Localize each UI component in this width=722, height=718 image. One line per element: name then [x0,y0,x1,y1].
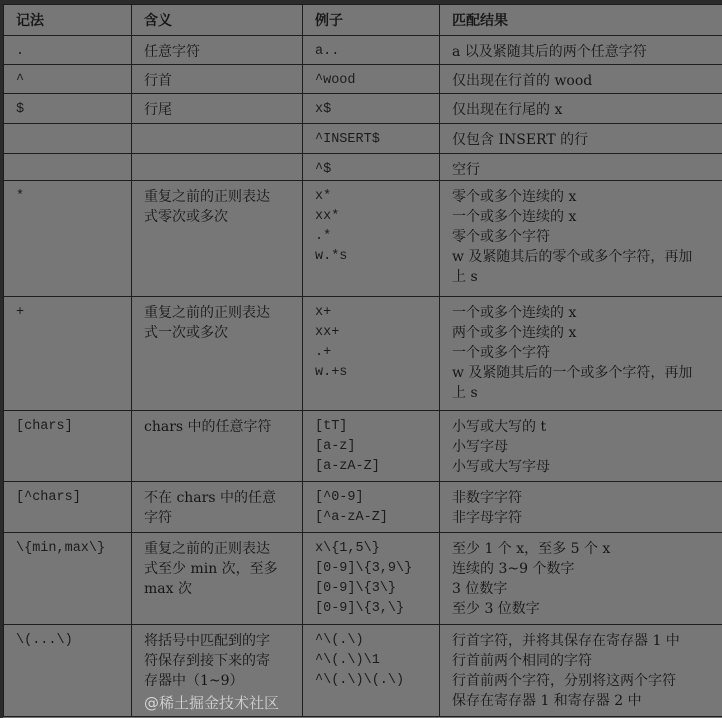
result-cell [440,36,722,65]
result-cell-line: 两个或多个连续的 x [452,325,577,341]
example-cell-line: x$ [315,102,332,117]
example-cell-line: x+ [315,305,332,320]
meaning-cell [132,181,303,297]
notation-cell [4,36,132,65]
result-cell [440,65,722,94]
result-cell-line: 3 位数字 [452,581,508,597]
meaning-cell-line: 行首 [144,73,172,89]
result-cell [440,411,722,482]
example-cell [303,65,440,94]
table-row [4,411,722,482]
table-row [4,482,722,533]
table-row [4,36,722,65]
header-row [4,5,722,36]
example-cell-line: a.. [315,44,340,59]
result-cell-line: 行首前两个相同的字符 [452,653,592,669]
table-row [4,154,722,181]
meaning-cell [132,94,303,124]
example-cell-line: [a-zA-Z] [315,459,380,474]
notation-cell [4,411,132,482]
example-cell [303,94,440,124]
meaning-cell [132,482,303,533]
regex-table-sheet [3,4,722,718]
result-cell-line: 小写或大写字母 [452,459,550,475]
example-cell-line: ^wood [315,73,356,88]
example-cell-line: [a-z] [315,439,356,454]
result-cell-line: 一个或多个字符 [452,345,550,361]
meaning-cell-line: 重复之前的正则表达 [144,305,270,321]
result-cell-line: 行首前两个字符，分别将这两个字符 [452,673,676,689]
meaning-cell [132,65,303,94]
meaning-cell-line: 重复之前的正则表达 [144,189,270,205]
example-cell [303,411,440,482]
meaning-cell [132,411,303,482]
notation-cell-line: \{min,max\} [16,541,106,556]
example-cell [303,625,440,717]
header-result: 匹配结果 [440,5,722,36]
table-row [4,533,722,625]
meaning-cell-line: 式零次或多次 [144,209,228,225]
example-cell [303,154,440,181]
example-cell-line: .* [315,229,332,244]
table-row [4,94,722,124]
result-cell [440,533,722,625]
notation-cell-line: [chars] [16,419,73,434]
result-cell-line: 小写字母 [452,439,508,455]
example-cell-line: [^0-9] [315,490,364,505]
header-example: 例子 [303,5,440,36]
notation-cell [4,94,132,124]
notation-cell-line: $ [16,102,25,117]
example-cell-line: xx* [315,209,340,224]
result-cell-line: 一个或多个连续的 x [452,305,577,321]
result-cell-line: 零个或多个字符 [452,229,550,245]
result-cell-line: 上 s [452,269,478,285]
result-cell [440,94,722,124]
meaning-cell-line: 重复之前的正则表达 [144,541,270,557]
notation-cell [4,65,132,94]
result-cell-line: a 以及紧随其后的两个任意字符 [452,44,647,60]
table-row [4,297,722,411]
meaning-cell-line: 符保存到接下来的寄 [144,653,270,669]
example-cell-line: xx+ [315,325,340,340]
example-cell-line: [tT] [315,419,348,434]
example-cell [303,482,440,533]
meaning-cell-line: max 次 [144,581,192,597]
notation-cell [4,625,132,717]
example-cell-line: x\{1,5\} [315,541,380,556]
result-cell-line: 一个或多个连续的 x [452,209,577,225]
notation-cell [4,124,132,154]
notation-cell-line: \(...\) [16,633,73,648]
table-row [4,625,722,717]
result-cell [440,625,722,717]
notation-cell-line: . [16,44,25,59]
notation-cell-line: * [16,189,25,204]
result-cell-line: 上 s [452,385,478,401]
meaning-cell [132,625,303,717]
header-meaning: 含义 [132,5,303,36]
example-cell-line: x* [315,189,332,204]
notation-cell [4,482,132,533]
result-cell-line: 连续的 3~9 个数字 [452,561,575,577]
meaning-cell [132,297,303,411]
example-cell-line: .+ [315,345,332,360]
table-row [4,181,722,297]
table-row [4,124,722,154]
meaning-cell-line: 式一次或多次 [144,325,228,341]
example-cell-line: w.*s [315,249,348,264]
result-cell-line: 仅出现在行尾的 x [452,102,563,118]
meaning-cell [132,124,303,154]
meaning-cell [132,154,303,181]
result-cell-line: w 及紧随其后的零个或多个字符，再加 [452,249,693,265]
example-cell-line: w.+s [315,365,348,380]
result-cell-line: w 及紧随其后的一个或多个字符，再加 [452,365,693,381]
result-cell-line: 零个或多个连续的 x [452,189,577,205]
example-cell [303,124,440,154]
meaning-cell-line: 存器中（1~9） [144,673,244,689]
meaning-cell-line: chars 中的任意字符 [144,419,272,435]
example-cell-line: ^INSERT$ [315,132,380,147]
notation-cell [4,533,132,625]
result-cell-line: 至少 3 位数字 [452,601,540,617]
meaning-cell [132,533,303,625]
result-cell [440,482,722,533]
example-cell [303,297,440,411]
result-cell [440,297,722,411]
example-cell-line: ^$ [315,162,332,177]
result-cell [440,181,722,297]
result-cell-line: 至少 1 个 x，至多 5 个 x [452,541,611,557]
result-cell-line: 行首字符，并将其保存在寄存器 1 中 [452,633,680,649]
meaning-cell-line: 任意字符 [144,44,200,60]
result-cell-line: 空行 [452,162,480,178]
result-cell [440,124,722,154]
notation-cell [4,181,132,297]
meaning-cell-line: 行尾 [144,102,172,118]
meaning-cell-line: 字符 [144,510,172,526]
example-cell-line: [0-9]\{3,\} [315,601,405,616]
example-cell [303,36,440,65]
example-cell-line: [^a-zA-Z] [315,510,388,525]
example-cell-line: ^\(.\)\(.\) [315,673,405,688]
table-row [4,65,722,94]
header-notation: 记法 [4,5,132,36]
example-cell [303,533,440,625]
result-cell [440,154,722,181]
notation-cell [4,297,132,411]
result-cell-line: 仅出现在行首的 wood [452,73,593,89]
meaning-cell-line: 不在 chars 中的任意 [144,490,276,506]
example-cell [303,181,440,297]
meaning-cell-line: 式至少 min 次，至多 [144,561,278,577]
example-cell-line: ^\(.\) [315,633,364,648]
notation-cell-line: [^chars] [16,490,81,505]
notation-cell-line: ^ [16,73,25,88]
meaning-cell [132,36,303,65]
result-cell-line: 保存在寄存器 1 和寄存器 2 中 [452,693,642,709]
watermark: @稀土掘金技术社区 [144,694,280,712]
result-cell-line: 非数字字符 [452,490,522,506]
example-cell-line: [0-9]\{3,9\} [315,561,413,576]
result-cell-line: 仅包含 INSERT 的行 [452,132,589,148]
notation-cell-line: + [16,305,25,320]
table-body [4,5,722,717]
notation-cell [4,154,132,181]
example-cell-line: ^\(.\)\1 [315,653,380,668]
example-cell-line: [0-9]\{3\} [315,581,397,596]
result-cell-line: 小写或大写的 t [452,419,547,435]
regex-notation-table [3,4,722,717]
result-cell-line: 非字母字符 [452,510,522,526]
meaning-cell-line: 将括号中匹配到的字 [144,633,270,649]
